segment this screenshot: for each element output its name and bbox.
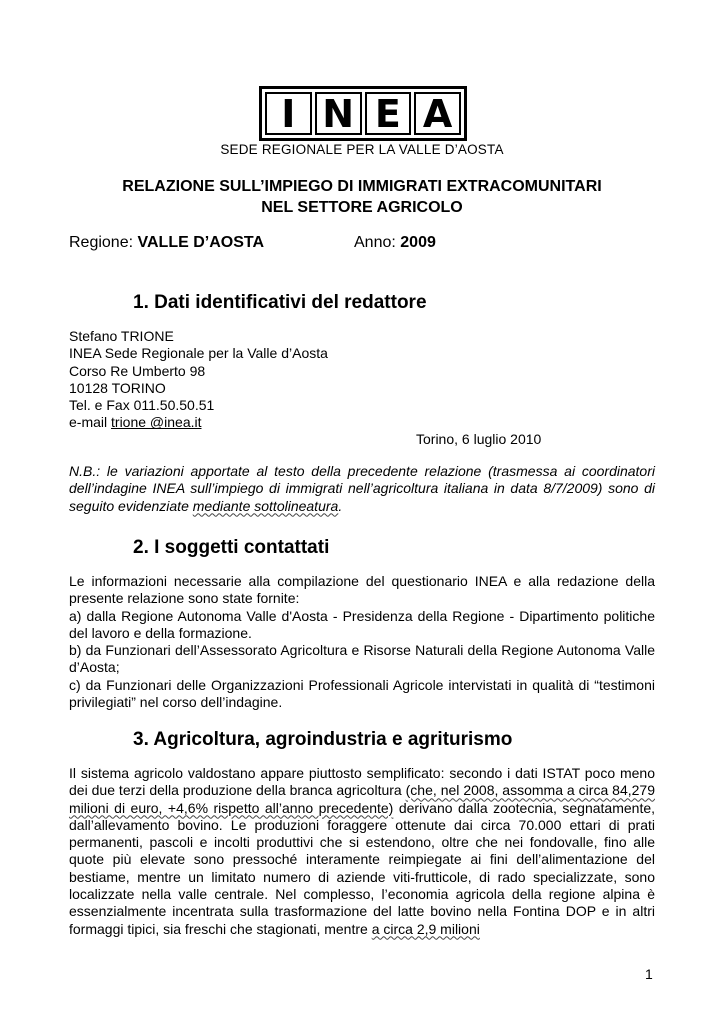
- paragraph-text: Il sistema agricolo valdostano appare piuttosto semplificato: secondo i dati ISTAT poco meno dei due terzi della produzione della branca agricoltura: [69, 765, 655, 799]
- year-value: 2009: [400, 234, 436, 251]
- logo-letter-a: A: [414, 92, 461, 135]
- title-line-1: RELAZIONE SULL’IMPIEGO DI IMMIGRATI EXTRACOMUNITARI: [122, 178, 602, 195]
- title-line-2: NEL SETTORE AGRICOLO: [261, 199, 463, 216]
- note-paragraph: [69, 463, 655, 515]
- section-3-paragraph: [69, 765, 655, 938]
- year-field: [354, 234, 436, 252]
- list-item: b) da Funzionari dell’Assessorato Agricoltura e Risorse Naturali della Regione Autonoma Valle d’Aosta;: [69, 642, 655, 676]
- section-2-heading: 2. I soggetti contattati: [133, 537, 330, 558]
- marked-text: a circa 2,9 milioni: [371, 920, 480, 937]
- author-line: Tel. e Fax 011.50.50.51: [69, 397, 215, 414]
- marked-text: (che, nel 2008, assomma a circa 84,279 milioni di euro, +4,6% rispetto all’anno precedente): [69, 782, 655, 816]
- section-2-body: [69, 573, 655, 711]
- page-number: 1: [645, 966, 653, 982]
- email-link[interactable]: trione @inea.it: [111, 414, 202, 431]
- author-line: Corso Re Umberto 98: [69, 362, 206, 379]
- note-text: N.B.: le variazioni apportate al testo della precedente relazione (trasmessa ai coordinatori dell’indagine INEA sull’impiego di immigrati nell’agricoltura italiana in data 8/7/2009) sono di seguito evidenziate: [69, 463, 655, 514]
- office-subtitle: SEDE REGIONALE PER LA VALLE D’AOSTA: [220, 142, 504, 157]
- logo-letter-n: N: [315, 92, 362, 135]
- section-3-heading: 3. Agricoltura, agroindustria e agriturismo: [133, 729, 513, 750]
- author-line: Stefano TRIONE: [69, 328, 174, 344]
- inea-logo: [259, 86, 467, 141]
- section-2-intro: Le informazioni necessarie alla compilazione del questionario INEA e alla redazione della presente relazione sono state fornite:: [69, 573, 655, 607]
- note-end: .: [338, 497, 343, 514]
- logo-letter-i: I: [265, 92, 312, 135]
- paragraph-text: derivano dalla zootecnia, segnatamente, dall’allevamento bovino. Le produzioni foraggere ottenute dai circa 70.000 ettari di prati permanenti, pascoli e incolti produttivi che si estendono, oltre che nei fondovalle, fino alle quote più elevate sono pressoché interamente reimpiegate ai fini dell’alimentazione del bestiame, mentre un limitato numero di aziende viti-frutticole, di rado specializzate, sono localizzate nella valle centrale. Nel complesso, l’economia agricola della regione alpina è essenzialmente incentrata sulla trasformazione del latte bovino nella Fontina DOP e in altri formaggi tipici, sia freschi che stagionati, mentre: [69, 799, 656, 937]
- document-date: Torino, 6 luglio 2010: [416, 431, 542, 447]
- list-item: c) da Funzionari delle Organizzazioni Professionali Agricole intervistati in qualità di “testimoni privilegiati” nel corso dell’indagine.: [69, 676, 655, 711]
- document-title: [60, 176, 664, 218]
- note-marked-text: mediante sottolineatura: [192, 497, 339, 514]
- list-item: a) dalla Regione Autonoma Valle d'Aosta - Presidenza della Regione - Dipartimento politiche del lavoro e della formazione.: [69, 607, 655, 641]
- logo-letter-e: E: [365, 92, 412, 135]
- email-line: [69, 414, 655, 431]
- author-line: 10128 TORINO: [69, 379, 166, 396]
- year-label: Anno:: [354, 234, 396, 251]
- region-label: Regione:: [69, 234, 134, 251]
- region-value: VALLE D’AOSTA: [137, 234, 265, 251]
- author-block: [69, 328, 655, 432]
- section-1-heading: 1. Dati identificativi del redattore: [133, 292, 427, 313]
- email-label: e-mail: [69, 414, 112, 431]
- region-field: [69, 234, 264, 252]
- author-line: INEA Sede Regionale per la Valle d’Aosta: [69, 345, 328, 362]
